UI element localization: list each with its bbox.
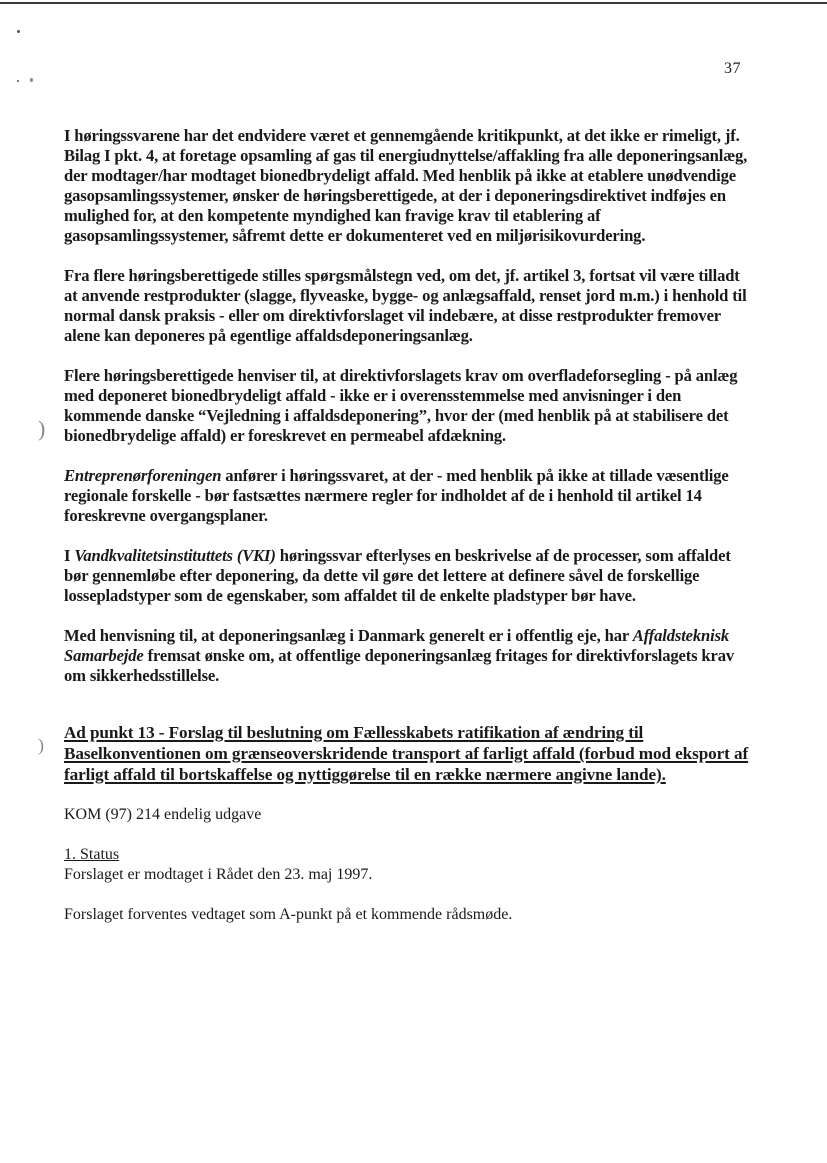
paragraph-text: høringssvar efterlyses en beskrivelse af de processer, som affaldet bør gennemløbe efter deponering, da dette vil gøre det lettere at definere såvel de forskellige lossepladstyper som de egenskaber, som affaldet til de enkelte pladstyper bør have.: [64, 546, 731, 605]
paragraph-surface-sealing: Flere høringsberettigede henviser til, at direktivforslagets krav om overfladeforsegling - på anlæg med deponeret bionedbrydeligt affald - ikke er i overensstemmelse med anvisninger i den kommende danske “Vejledning i affaldsdeponering”, hvor der (med henblik på at stabilisere det bionedbrydelige affald) er foreskrevet en permeabel afdækning.: [64, 366, 738, 445]
paragraph-entreprenorforeningen: [64, 466, 752, 526]
scan-top-edge: [0, 2, 827, 4]
organisation-name: Vandkvalitetsinstituttets (VKI): [74, 546, 276, 565]
scan-speck: [17, 30, 20, 33]
paragraph-text: fremsat ønske om, at offentlige deponeringsanlæg fritages for direktivforslagets krav om sikkerhedsstillelse.: [64, 646, 735, 685]
paragraph-lead: I: [64, 546, 75, 565]
paragraph-lead: Med henvisning til, at deponeringsanlæg i Danmark generelt er i offentlig eje, har: [64, 626, 633, 645]
scan-speck: [30, 78, 33, 82]
document-reference: KOM (97) 214 endelig udgave: [64, 806, 262, 823]
paragraph-residual-products: Fra flere høringsberettigede stilles spørgsmålstegn ved, om det, jf. artikel 3, fortsat vil være tilladt at anvende restprodukter (slagge, flyveaske, bygge- og anlægsaffald, renset jord m.m.) i henhold til normal dansk praksis - eller om direktivforslaget vil indebære, at disse restprodukter fremover alene kan deponeres på egentlige affaldsdeponeringsanlæg.: [64, 266, 747, 345]
paragraph-vki: [64, 546, 752, 606]
status-heading: 1. Status: [64, 846, 120, 863]
margin-bracket-mark: ): [38, 735, 44, 755]
expected-adoption-text: Forslaget forventes vedtaget som A-punkt på et kommende rådsmøde.: [64, 906, 513, 923]
status-text: Forslaget er modtaget i Rådet den 23. maj 1997.: [64, 866, 373, 883]
paragraph-affaldsteknisk: [64, 626, 752, 686]
organisation-name: Entreprenørforeningen: [64, 466, 222, 485]
paragraph-text: anfører i høringssvaret, at der - med henblik på ikke at tillade væsentlige regionale forskelle - bør fastsættes nærmere regler for indholdet af de i henhold til artikel 14 foreskrevne overgangsplaner.: [64, 466, 729, 525]
page-number: 37: [724, 60, 741, 77]
scan-speck: [17, 80, 19, 82]
paragraph-gas-collection: I høringssvarene har det endvidere været et gennemgående kritikpunkt, at det ikke er rimeligt, jf. Bilag I pkt. 4, at foretage opsamling af gas til energiudnyttelse/affakling fra alle deponeringsanlæg, der modtager/har modtaget bionedbrydeligt affald. Med henblik på ikke at etablere unødvendige gasopsamlingssystemer, ønsker de høringsberettigede, at der i deponeringsdirektivet indføjes en mulighed for, at den kompetente myndighed kan fravige krav til etablering af gasopsamlingssystemer, såfremt dette er dokumenteret ved en miljørisikovurdering.: [64, 126, 748, 245]
organisation-name: Affaldsteknisk Samarbejde: [64, 626, 730, 665]
section-heading: Ad punkt 13 - Forslag til beslutning om Fællesskabets ratifikation af ændring til Baselkonventionen om grænseoverskridende transport af farligt affald (forbud mod eksport af farligt affald til bortskaffelse og nyttiggørelse til en række nærmere angivne lande).: [64, 723, 749, 784]
margin-bracket-mark: ): [38, 416, 46, 441]
document-body: [64, 126, 752, 925]
